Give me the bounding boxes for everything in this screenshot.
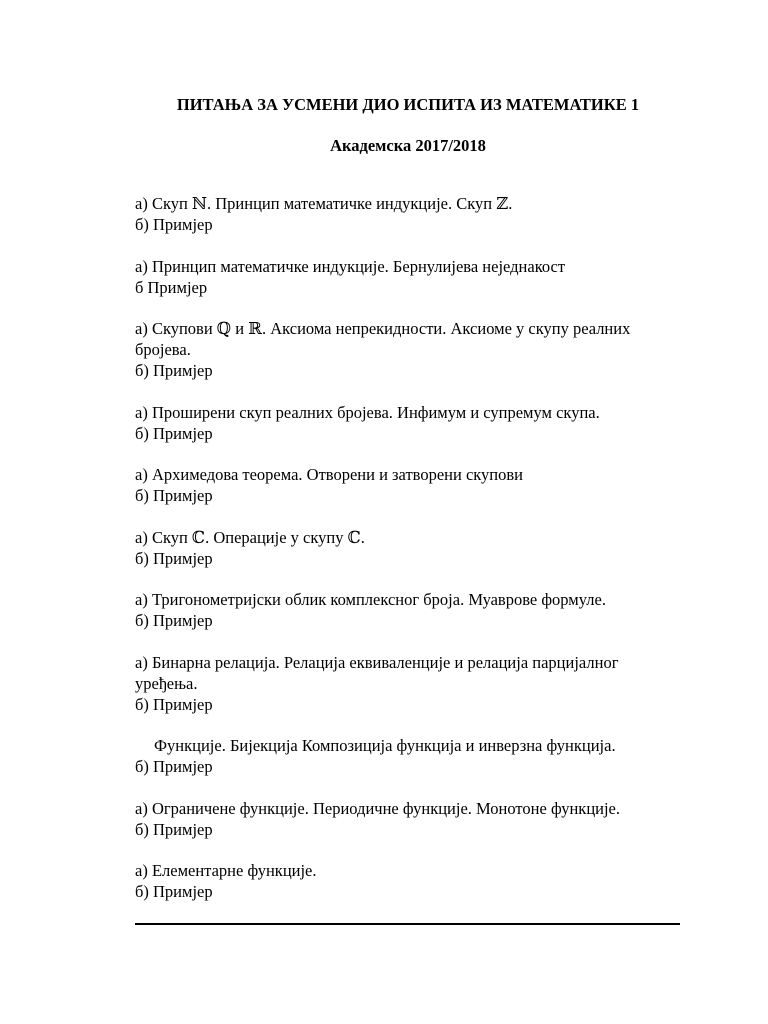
question-line: уређења. bbox=[135, 673, 198, 693]
question-item bbox=[135, 402, 680, 444]
question-line: а) Скупови ℚ и ℝ. Аксиома непрекидности. Аксиоме у скупу реалних bbox=[135, 319, 631, 338]
question-item bbox=[135, 798, 680, 840]
question-item bbox=[135, 464, 680, 506]
question-line: б) Примјер bbox=[135, 611, 213, 630]
question-line: а) Тригонометријски облик комплексног броја. Муаврове формуле. bbox=[135, 590, 606, 609]
question-item bbox=[135, 735, 680, 777]
question-item bbox=[135, 256, 680, 298]
question-line: а) Скуп ℂ. Операције у скупу ℂ. bbox=[135, 527, 365, 547]
question-line: б Примјер bbox=[135, 277, 208, 297]
question-item bbox=[135, 193, 680, 235]
question-line: а) Принцип математичке индукције. Бернулијева неједнакост bbox=[135, 256, 566, 276]
question-line: бројева. bbox=[135, 340, 191, 359]
question-line: б) Примјер bbox=[135, 423, 213, 443]
question-item bbox=[135, 318, 680, 381]
question-line: а) Бинарна релација. Релација еквиваленције и релација парцијалног bbox=[135, 652, 619, 672]
question-line: б) Примјер bbox=[135, 361, 213, 380]
question-line: б) Примјер bbox=[135, 757, 213, 776]
question-line: б) Примјер bbox=[135, 819, 213, 839]
question-item bbox=[135, 860, 680, 902]
question-line: а) Архимедова теорема. Отворени и затворени скупови bbox=[135, 465, 523, 484]
document-title: ПИТАЊА ЗА УСМЕНИ ДИО ИСПИТА ИЗ МАТЕМАТИКЕ 1 bbox=[176, 95, 640, 114]
question-line: а) Ограничене функције. Периодичне функције. Монотоне функције. bbox=[135, 798, 621, 818]
academic-year: Академска 2017/2018 bbox=[330, 136, 486, 155]
question-item bbox=[135, 527, 680, 569]
bottom-rule bbox=[135, 923, 680, 925]
question-line: б) Примјер bbox=[135, 486, 213, 505]
question-line: а) Проширени скуп реалних бројева. Инфимум и супремум скупа. bbox=[135, 402, 600, 422]
question-line: б) Примјер bbox=[135, 694, 213, 714]
question-list bbox=[135, 193, 680, 923]
question-line: б) Примјер bbox=[135, 215, 213, 234]
question-item bbox=[135, 589, 680, 631]
question-line: Функције. Бијекција Композиција функција и инверзна функција. bbox=[154, 736, 616, 755]
question-item bbox=[135, 652, 680, 715]
question-line: а) Скуп ℕ. Принцип математичке индукције. Скуп ℤ. bbox=[135, 194, 513, 213]
question-line: а) Елементарне функције. bbox=[135, 861, 317, 880]
question-line: б) Примјер bbox=[135, 548, 213, 568]
question-line: б) Примјер bbox=[135, 882, 213, 901]
